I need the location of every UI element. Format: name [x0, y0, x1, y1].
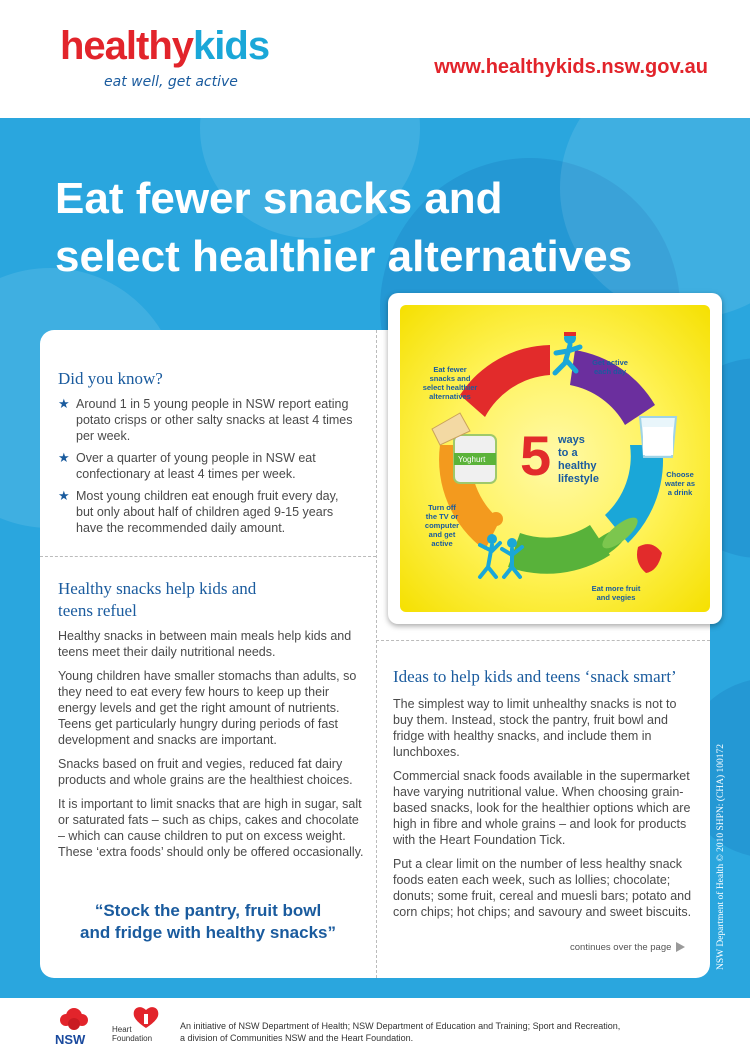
center-text-2: to a	[558, 447, 578, 459]
center-text-4: lifestyle	[558, 473, 599, 485]
healthykids-logo[interactable]	[60, 22, 270, 98]
yoghurt-icon	[454, 435, 496, 483]
svg-text:computer: computer	[424, 521, 460, 530]
svg-text:Turn off: Turn off	[428, 503, 456, 512]
svg-text:water as: water as	[664, 479, 696, 488]
paragraph: Young children have smaller stomachs than adults, so they need to eat every few hours to keep up their energy levels and get the right amount of nutrients. Teens get particularly hungry during periods of fast development and snacks are important.	[58, 669, 357, 747]
svg-text:Choose: Choose	[666, 470, 694, 479]
water-glass-icon	[640, 417, 676, 457]
list-item: ★ Most young children eat enough fruit every day, but only about half of children aged 9-15 years have the recommended daily amount.	[58, 488, 339, 535]
heart-foundation-label: Heart Foundation	[112, 1025, 153, 1043]
healthy-snacks-heading: Healthy snacks help kids and teens refuel	[58, 579, 257, 620]
paragraph: Healthy snacks in between main meals help kids and teens meet their daily nutritional needs.	[58, 629, 352, 659]
label-water	[664, 470, 695, 497]
paragraph: The simplest way to limit unhealthy snacks is not to buy them. Instead, stock the pantry, fruit bowl and fridge with healthy snacks, and include them in lunchboxes.	[393, 697, 677, 759]
star-icon: ★	[58, 450, 70, 465]
star-icon: ★	[58, 488, 70, 503]
arrow-right-icon	[676, 942, 685, 952]
five-ways-poster	[388, 293, 722, 624]
website-url[interactable]: www.healthykids.nsw.gov.au	[434, 56, 708, 78]
svg-text:alternatives: alternatives	[429, 392, 471, 401]
header	[0, 0, 750, 118]
svg-text:select healthier: select healthier	[422, 383, 478, 392]
svg-text:the TV or: the TV or	[425, 512, 459, 521]
svg-text:Eat fewer: Eat fewer	[433, 365, 467, 374]
svg-text:Get active: Get active	[592, 358, 628, 367]
logo-tagline: eat well, get active	[104, 74, 238, 90]
label-active	[592, 358, 628, 376]
page-title	[55, 170, 715, 286]
list-item: ★ Around 1 in 5 young people in NSW report eating potato crisps or other salty snacks at least 4 times per week.	[58, 396, 353, 443]
svg-text:and vegies: and vegies	[596, 593, 636, 602]
svg-text:a drink: a drink	[667, 488, 693, 497]
nsw-label: NSW	[55, 1032, 86, 1047]
svg-text:active: active	[431, 539, 453, 548]
svg-text:and get: and get	[428, 530, 456, 539]
label-fruit	[592, 584, 641, 602]
svg-text:snacks and: snacks and	[429, 374, 471, 383]
section-divider	[40, 556, 376, 557]
svg-text:Eat more fruit: Eat more fruit	[591, 584, 641, 593]
continues-link[interactable]: continues over the page	[570, 942, 685, 953]
ideas-heading: Ideas to help kids and teens ‘snack smart’	[393, 667, 677, 686]
copyright-side-note: NSW Department of Health © 2010 SHPN: (CHA) 100172	[716, 743, 726, 970]
label-snacks	[423, 365, 478, 401]
red-arc	[460, 345, 550, 417]
logo-healthy: healthy	[60, 24, 194, 68]
center-number: 5	[520, 424, 552, 487]
logo-kids: kids	[193, 24, 270, 68]
yoghurt-label: Yoghurt	[458, 455, 486, 464]
pull-quote: “Stock the pantry, fruit bowl and fridge with healthy snacks”	[79, 901, 336, 942]
ideas-body	[393, 696, 699, 928]
column-divider	[376, 330, 377, 978]
section-divider	[376, 640, 710, 641]
title-line-1: Eat fewer snacks and	[55, 174, 503, 223]
paragraph: It is important to limit snacks that are high in sugar, salt or saturated fats – such as chips, cakes and chocolate – which can cause children to put on excess weight. These ‘extra foods’ should only be offered occasionally.	[58, 797, 364, 859]
logo-wordmark	[60, 22, 269, 70]
star-icon: ★	[58, 396, 70, 411]
paragraph: Put a clear limit on the number of less healthy snack foods eaten each week, such as lollies; chocolate; donuts; some fruit, cereal and muesli bars; potato and corn chips; hot chips; and savoury and sweet biscuits.	[393, 857, 692, 919]
footer-credits: An initiative of NSW Department of Health; NSW Department of Education and Training; Sport and Recreation, a division of Communities NSW and the Heart Foundation.	[180, 1021, 621, 1043]
paragraph: Commercial snack foods available in the supermarket have varying nutritional value. When choosing grain-based snacks, look for the healthier options which are high in fibre and whole grains – and look for products with the Heart Foundation Tick.	[393, 769, 691, 847]
did-you-know-list	[58, 396, 358, 542]
center-text-1: ways	[558, 434, 585, 446]
center-text-3: healthy	[558, 460, 597, 472]
did-you-know-heading: Did you know?	[58, 369, 163, 388]
paragraph: Snacks based on fruit and vegies, reduced fat dairy products and whole grains are the healthiest choices.	[58, 757, 353, 787]
title-line-2: select healthier alternatives	[55, 232, 633, 281]
list-item: ★ Over a quarter of young people in NSW eat confectionary at least 4 times per week.	[58, 450, 316, 481]
healthy-snacks-body	[58, 628, 364, 868]
poster-panel	[400, 305, 710, 612]
label-tv	[425, 503, 459, 548]
five-ways-graphic	[400, 305, 710, 612]
svg-text:each day: each day	[593, 367, 627, 376]
